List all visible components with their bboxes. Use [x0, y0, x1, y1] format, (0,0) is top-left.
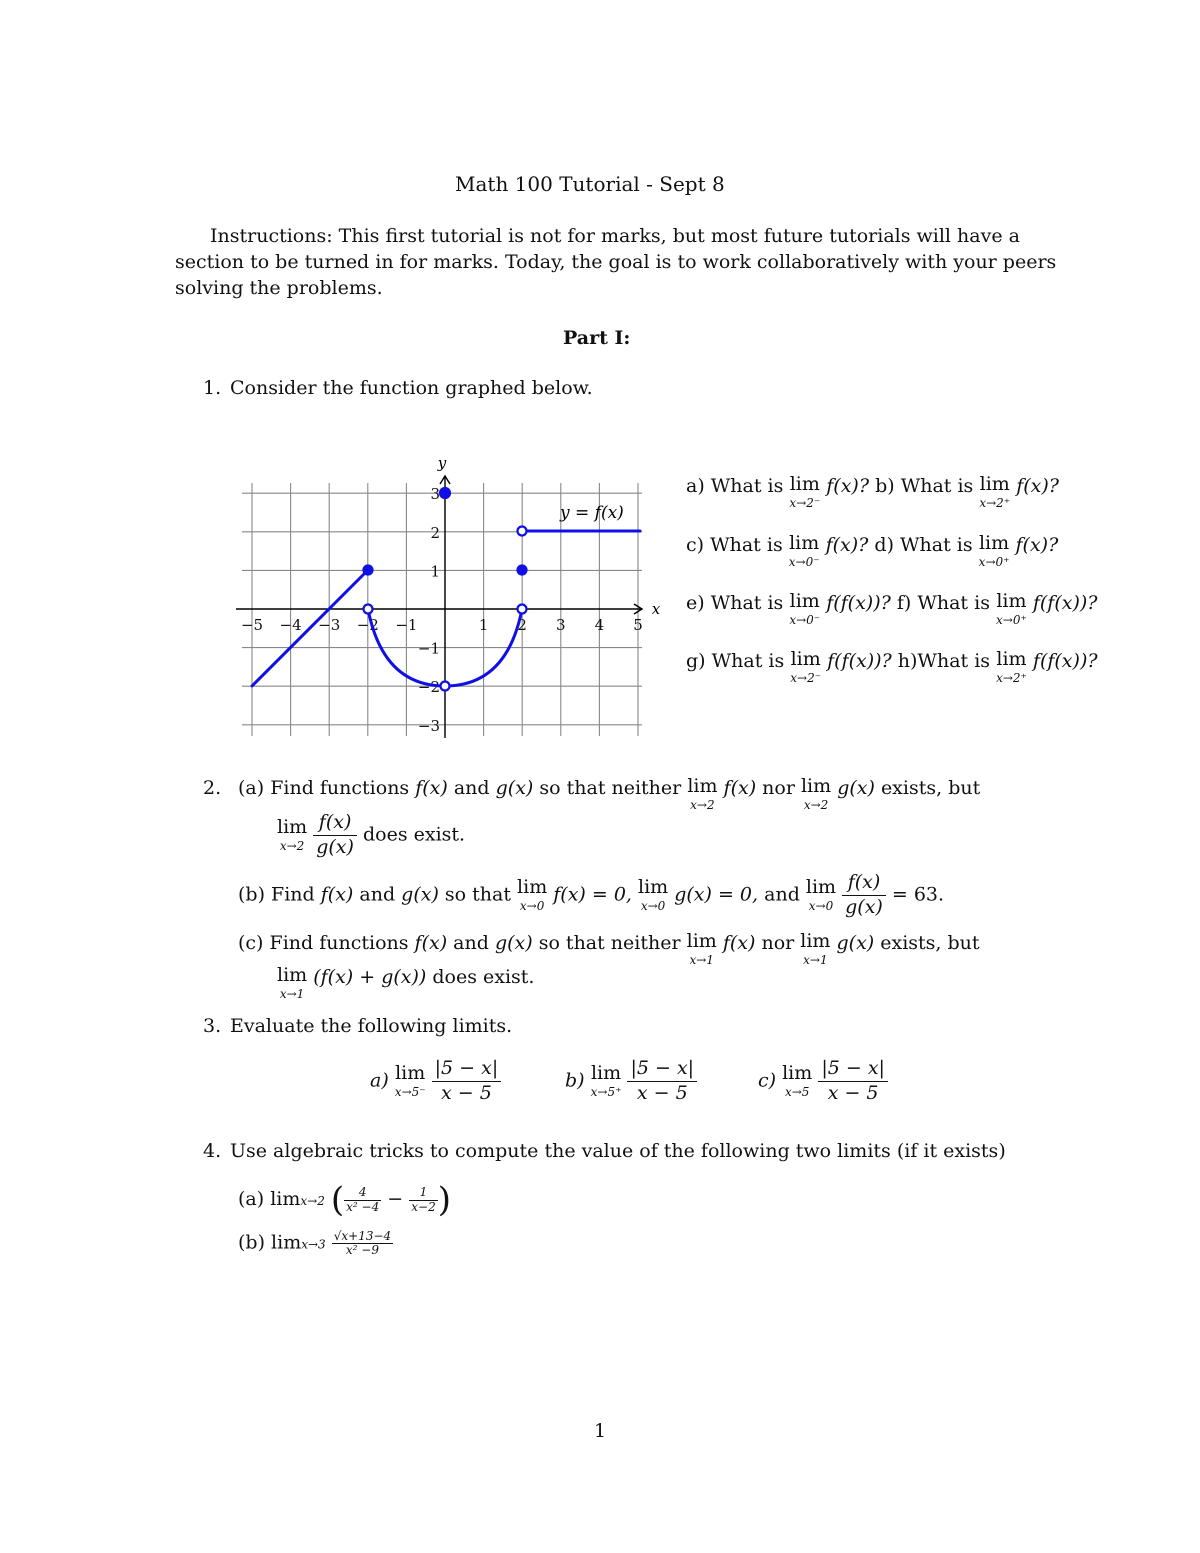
x-tick-label: −2 — [356, 616, 379, 634]
x-tick-label: −4 — [279, 616, 302, 634]
page-title: Math 100 Tutorial - Sept 8 — [455, 172, 725, 196]
part-heading: Part I: — [563, 327, 631, 349]
question-1-text: Consider the function graphed below. — [230, 377, 593, 399]
function-graph — [230, 448, 660, 748]
x-tick-label: 1 — [478, 616, 489, 634]
x-tick-label: 2 — [517, 616, 527, 634]
question-2-number: 2. — [203, 777, 222, 799]
open-point-2-2 — [518, 527, 527, 536]
q2-part-c-line1: (c) Find functions f(x) and g(x) so that neither lim x→1 f(x) nor lim x→1 g(x) exists, but — [238, 930, 980, 967]
q1-part-e: e) What is lim x→0⁻ f(f(x))? f) What is lim x→0⁺ f(f(x))? — [686, 590, 1098, 627]
q3-item-a: a) lim x→5⁻ $\frac{|5 - x|}{x - 5}$ — [370, 1058, 501, 1105]
question-3-text: Evaluate the following limits. — [230, 1015, 513, 1037]
q3-item-b: b) lim x→5⁺ $\frac{|5 - x|}{x - 5}$ — [565, 1058, 697, 1105]
question-4-text: Use algebraic tricks to compute the value of the following two limits (if it exists) — [230, 1140, 1006, 1162]
y-tick-label: 3 — [430, 485, 440, 504]
open-point-2-0 — [518, 605, 527, 614]
page-number: 1 — [594, 1420, 607, 1442]
closed-point-neg2-1 — [364, 566, 373, 575]
instructions-line-1: Instructions: This first tutorial is not for marks, but most future tutorials will have a — [210, 225, 1020, 247]
closed-point-0-3 — [440, 488, 450, 498]
x-tick-label: 3 — [556, 616, 566, 634]
y-axis-label: y — [437, 454, 447, 472]
x-tick-label: 4 — [594, 616, 605, 634]
q3-item-c: c) lim x→5 $\frac{|5 - x|}{x - 5}$ — [758, 1058, 888, 1105]
y-tick-label: 1 — [430, 562, 440, 581]
x-axis-label: x — [651, 600, 660, 618]
y-tick-label: −3 — [417, 716, 440, 735]
open-point-0-neg2 — [441, 682, 450, 691]
question-4-number: 4. — [203, 1140, 222, 1162]
q2-part-c-line2: lim x→1 (f(x) + g(x)) does exist. — [277, 964, 535, 1001]
q1-part-g: g) What is lim x→2⁻ f(f(x))? h)What is lim x→2⁺ f(f(x))? — [686, 648, 1098, 685]
question-1-number: 1. — [203, 377, 222, 399]
x-tick-label: 5 — [633, 616, 643, 634]
x-tick-label: −5 — [240, 616, 264, 634]
curve-label: y = f(x) — [560, 503, 624, 523]
q1-part-c: c) What is lim x→0⁻ f(x)? d) What is lim x→0⁺ f(x)? — [686, 532, 1059, 569]
q4-part-a: (a) limx→2 ( $\frac{4}{\text{x² −4}}$ − $\frac{1}{x-2}$ ) — [238, 1180, 451, 1220]
line-segment-left — [252, 570, 368, 686]
instructions-line-3: solving the problems. — [175, 277, 383, 299]
y-tick-label: −2 — [417, 678, 440, 697]
open-point-neg2-0 — [364, 605, 373, 614]
question-3-number: 3. — [203, 1015, 222, 1037]
instructions-line-2: section to be turned in for marks. Today, the goal is to work collaboratively with your peers — [175, 251, 1057, 273]
q4-part-b: (b) limx→3 $\frac{√x+13-4}{\text{x² −9}}$ — [238, 1229, 392, 1258]
q2-part-a-line2: lim x→2 $\frac{f(x)}{g(x)}$ does exist. — [277, 811, 466, 858]
x-tick-label: −1 — [395, 616, 418, 634]
q2-part-a-line1: (a) Find functions f(x) and g(x) so that neither lim x→2 f(x) nor lim x→2 g(x) exists, but — [238, 775, 981, 812]
q2-part-b: (b) Find f(x) and g(x) so that lim x→0 f(x) = 0, lim x→0 g(x) = 0, and lim x→0 $\frac{f(x)}{g(x)}$ = 63. — [238, 871, 945, 918]
closed-point-2-1 — [518, 566, 527, 575]
q1-part-a: a) What is lim x→2⁻ f(x)? b) What is lim x→2⁺ f(x)? — [686, 473, 1059, 510]
y-tick-label: 2 — [430, 523, 440, 542]
x-tick-label: −3 — [318, 616, 341, 634]
y-tick-label: −1 — [417, 639, 440, 658]
